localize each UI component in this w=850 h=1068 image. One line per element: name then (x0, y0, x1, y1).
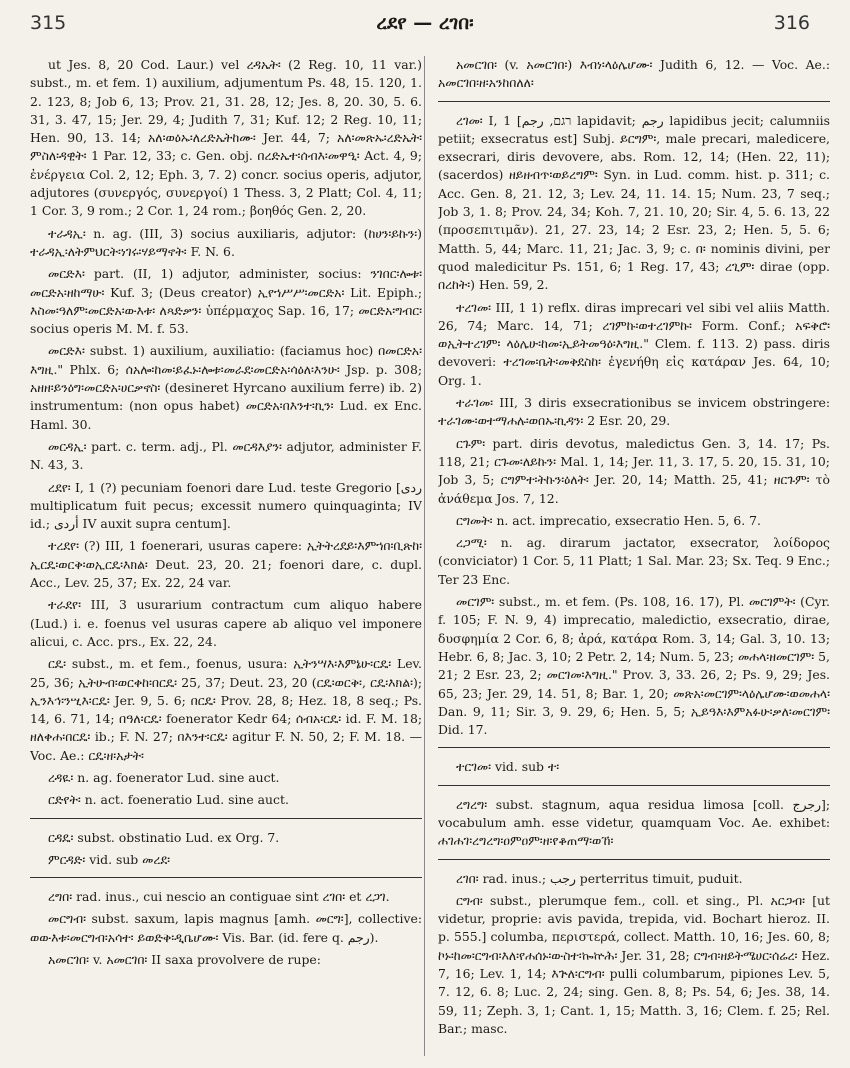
dictionary-entry: ርዳዴ፡ subst. obstinatio Lud. ex Org. 7. (48, 829, 280, 845)
left-page-number: 315 (30, 12, 67, 34)
dictionary-entry: ረጋሚ፡ n. ag. dirarum jactator, exsecrator, λοίδορος (conviciator) 1 Cor. 5, 11 Platt; 1 Sal. Mar. 23; Sx. Teq. 9 Enc.; Ter 23 Enc. (438, 535, 830, 587)
dictionary-entry: ርድየት፡ n. act. foeneratio Lud. sine auct. (48, 792, 289, 808)
dictionary-entry: ርግመት፡ n. act. imprecatio, exsecratio Hen. 5, 6. 7. (456, 512, 761, 528)
entry-divider (30, 818, 422, 819)
dictionary-entry: መርዳኢ፡ part. c. term. adj., Pl. መርዳእያን፡ adjutor, administer F. N. 43, 3. (30, 438, 422, 473)
dictionary-entry: ረዳዪ፡ n. ag. foenerator Lud. sine auct. (48, 769, 280, 785)
dictionary-entry: ረገበ፡ rad. inus.; رجب perterritus timuit, puduit. (456, 870, 743, 886)
dictionary-entry: ረግረግ፡ subst. stagnum, aqua residua limosa [coll. رجرج]; vocabulum amh. esse videtur, quamquam Voc. Ae. exhibet: ሐገሐገ፡ረግረግ፡ዐምዐም፡ዘ፡የቆጠማ፡ወኸ፡ (438, 796, 830, 849)
dictionary-entry: ተራገመ፡ III, 3 diris exsecrationibus se invicem obstringere: ተራገሙ፡ወተማሐሉ፡ወበኡ፡ኪዳን፡ 2 Esr. 20, 29. (438, 395, 830, 429)
dictionary-entry: ረደየ፡ I, 1 (?) pecuniam foenori dare Lud. teste Gregorio [ردى multiplicatum fuit pecus; excessit numero quinquaginta; IV id.; أردى IV auxit supra centum]. (30, 479, 422, 532)
dictionary-entry: ምርዳድ፡ vid. sub መረደ፡ (48, 851, 170, 867)
dictionary-entry: ተርገመ፡ vid. sub ተ፡ (456, 759, 560, 775)
dictionary-entry: ረገመ፡ I, 1 [רגם, رجم lapidavit; رجم lapidibus jecit; calumniis petiit; exsecratus est] Subj. ይርግም፡, male precari, maledicere, exsecrari, diris devovere, abs. Rom. 12, 14; (Hen. 22, 11); (sacerdos) ዘይዘብጥ፡ወይረግም፡ Syn. in Lud. comm. hist. p. 311; c. Acc. Gen. 8, 21. 12, 3; Lev. 24, 11. 14. 15; Num. 23, 7 seq.; Job 3, 1. 8; Prov. 24, 34; Koh. 7, 21. 10, 20; Sir. 4, 5. 6. 13, 22 (προσεπιτιμᾶν). 21, 27. 23, 14; 2 Esr. 23, 2; Hen. 5, 5. 6; Matth. 5, 44; Marc. 11, 21; Jac. 3, 9; c. በ፡ nominis divini, per quod maledicitur Ps. 151, 6; 1 Reg. 17, 43; ረጊም፡ dirae (opp. በረከት፡) Hen. 59, 2. (438, 112, 830, 293)
dictionary-entry: ut Jes. 8, 20 Cod. Laur.) vel ረዳኤት፡ (2 Reg. 10, 11 var.) subst., m. et fem. 1) auxilium, adjumentum Ps. 48, 15. 120, 1. 2. 123, 8; Job 6, 13; Prov. 21, 31. 28, 12; Jes. 8, 20. 30, 5. 6. 31, 3. 47, 15; Jer. 29, 4; Judith 7, 31; Kuf. 12; 2 Reg. 10, 11; Hen. 90, 13. 14; አለ፡ወዕኡ፡ለረድኤትከሙ፡ Jer. 44, 7; አለ፡መጽኡ፡ረድኤት፡ምስለ፡ዳዊት፡ 1 Par. 12, 33; c. Gen. obj. በረድኤተ፡ሰብእ፡መዋዒ፡ Act. 4, 9; ἐνέργεια Col. 2, 12; Eph. 3, 7. 2) concr. socius operis, adjutor, adjutores (συνεργός, συνεργοί) 1 Thess. 3, 2 Platt; Col. 4, 11; 1 Cor. 3, 9 rom.; 2 Cor. 1, 24 rom.; βοηθός Gen. 2, 20. (30, 57, 422, 219)
entry-divider (438, 747, 830, 748)
dictionary-entry: መርድእ፡ part. (II, 1) adjutor, administer, socius: ንገበር፡ሎቱ፡መርድአ፡ዘከማሁ፡ Kuf. 3; (Deus creator) ኢየኀሥሥ፡መርድአ፡ Lit. Epiph.; እስመ፡ዓለም፡መርድአ፡ውእቱ፡ ለጻድቃን፡ ὑπέρμαχος Sap. 16, 17; መርድአ፡ግብር፡ socius operis M. M. f. 53. (30, 266, 422, 337)
left-column (30, 56, 422, 1056)
dictionary-entry: ተረደየ፡ (?) III, 1 foenerari, usuras capere: ኢትትረደይ፡እምኀበ፡ቢጽከ፡ኢርዴ፡ወርቅ፡ወኢርዴ፡እክል፡ Deut. 23, 20. 21; foenori dare, c. dupl. Acc., Lev. 25, 37; Ex. 22, 24 var. (30, 538, 422, 591)
entry-divider (438, 859, 830, 860)
entry-divider (438, 101, 830, 102)
dictionary-entry: ተራደየ፡ III, 3 usurarium contractum cum aliquo habere (Lud.) i. e. foenus vel usuras capere ab aliquo vel imponere alicui, c. Acc. prs., Ex. 22, 24. (30, 597, 422, 649)
dictionary-entry: ተራዳኢ፡ n. ag. (III, 3) socius auxiliaris, adjutor: (ከሀን፡ይኩን፡) ተራዳኢ፡ለትምህርት፡ነገሩ፡ሃይማኖት፡ F. N. 6. (30, 225, 422, 259)
dictionary-entry: መርገም፡ subst., m. et fem. (Ps. 108, 16. 17), Pl. መርገምት፡ (Cyr. f. 105; F. N. 9, 4) imprecatio, maledictio, exsecratio, dirae, δυσφημία 2 Cor. 6, 8; ἀρά, κατάρα Rom. 3, 14; Gal. 3, 10. 13; Hebr. 6, 8; Jac. 3, 10; 2 Petr. 2, 14; Num. 5, 23; መሐላ፡ዘመርገም፡ 5, 21; 2 Esr. 23, 2; መርገመ፡እግዚ." Prov. 3, 33. 26, 2; Ps. 9, 29; Jes. 65, 23; Jer. 29, 14. 51, 8; Bar. 1, 20; መጽአ፡መርገም፡ላዕሌሆሙ፡ወመሐላ፡ Dan. 9, 11; Sir. 3, 9. 29, 6; Hen. 5, 5; ኢይዓእ፡እምአፉሁ፡ቃለ፡መርገም፡ Did. 17. (438, 594, 830, 738)
dictionary-entry: ተረገመ፡ III, 1 1) reflx. diras imprecari vel sibi vel aliis Matth. 26, 74; Marc. 14, 71; ረገምኩ፡ወተረገምኩ፡ Form. Conf.; አፍቅሮ፡ወኢትተረገም፡ ላዕሌሁ፡ከመ፡ኢይትመዓዕ፡እግዚ." Clem. f. 113. 2) pass. diris devoveri: ተረገመ፡ቤት፡መቅደስከ፡ ἐγενήθη εἰς κατάραν Jes. 64, 10; Org. 1. (438, 299, 830, 388)
dictionary-entry: ርዴ፡ subst., m. et fem., foenus, usura: ኢትንሣእ፡እምኔሁ፡ርዴ፡ Lev. 25, 36; ኢትሁብ፡ወርቀከ፡በርዴ፡ 25, 37; Deut. 23, 20 (ርዴ፡ወርቅ፡, ርዴ፡እክል፡); ኢንእኅ፡ንሢእ፡ርዴ፡ Jer. 9, 5. 6; በርዴ፡ Prov. 28, 8; Hez. 18, 8 seq.; Ps. 14, 6. 71, 14; በዓለ፡ርዴ፡ foenerator Kedr 64; ሰብአ፡ርዴ፡ id. F. M. 18; ዘለቀሐ፡በርዴ፡ ib.; F. N. 27; በእንተ፡ርዴ፡ agitur F. N. 50, 2; F. M. 18. — Voc. Ae.: ርዴ፡ዘ፡አታት፡ (30, 656, 422, 763)
right-column (438, 56, 830, 1056)
dictionary-entry: ረግበ፡ rad. inus., cui nescio an contiguae sint ረገበ፡ et ረጋገ. (48, 889, 390, 905)
running-head: ረደየ — ረገበ፡ (376, 12, 474, 34)
dictionary-entry: አመርገበ፡ v. አመርገበ፡ II saxa provolvere de rupe: (48, 952, 321, 968)
dictionary-entry: መርግብ፡ subst. saxum, lapis magnus [amh. መርግ፡], collective: ወውእቱ፡መርግብ፡አሳተ፡ ይወድቅ፡ዲቤሆሙ፡ Vis. Bar. (id. fere q. رجم). (30, 911, 422, 945)
page-header (0, 0, 850, 46)
column-divider (424, 56, 425, 1056)
entry-divider (30, 877, 422, 878)
dictionary-entry: ርጉም፡ part. diris devotus, maledictus Gen. 3, 14. 17; Ps. 118, 21; ርጉመ፡ለይኩን፡ Mal. 1, 14; Jer. 11, 3. 17, 5. 20, 15. 31, 10; Job 3, 5; ርግምተ፡ትኩን፡ዕለት፡ Jer. 20, 14; Matth. 25, 41; ዘርጉም፡ τὸ ἀνάθεμα Jos. 7, 12. (438, 435, 830, 506)
dictionary-entry: መርድእ፡ subst. 1) auxilium, auxiliatio: (faciamus hoc) በመርድአ፡እግዚ." Phlx. 6; ሰአሎ፡ከመ፡ይፈኑ፡ሎቱ፡መራደ፡መርድአ፡ሳዕለ፡እንሁ፡ Jsp. p. 308; አዘዘ፡ይንዕግ፡መርድአ፡ሀርቃኖስ፡ (desineret Hyrcano auxilium ferre) ib. 2) instrumentum: (non opus habet) መርድአ፡በእንተ፡ኪን፡ Lud. ex Enc. Haml. 30. (30, 343, 422, 432)
dictionary-entry: አመርገበ፡ (v. አመርገበ፡) እብነ፡ላዕሌሆሙ፡ Judith 6, 12. — Voc. Ae.: አመርገበ፡ዘ፡አንከበለለ፡ (438, 57, 830, 91)
right-page-number: 316 (773, 12, 810, 34)
dictionary-entry: ርግብ፡ subst., plerumque fem., coll. et sing., Pl. አርጋብ፡ [ut videtur, proprie: avis pavida, trepida, vid. Bochart hieroz. II. p. 555.] columba, περιστερά, collect. Matth. 10, 16; Jes. 60, 8; ኮኑ፡ከመ፡ርግብ፡እለ፡የሐሰኑ፡ውስተ፡ኰኵሕ፡ Jer. 31, 28; ርግብ፡ዘይትሜሀር፡ሰሬረ፡ Hez. 7, 16; Lev. 1, 14; እጕለ፡ርግብ፡ pulli columbarum, pipiones Lev. 5, 7. 12, 6. 8; Luc. 2, 24; sing. Gen. 8, 8; Ps. 54, 6; Jes. 38, 14. 59, 11; Zeph. 3, 1; Cant. 1, 15; Matth. 3, 16; Clem. f. 25; Rel. Bar.; masc. (438, 892, 830, 1036)
entry-divider (438, 785, 830, 786)
